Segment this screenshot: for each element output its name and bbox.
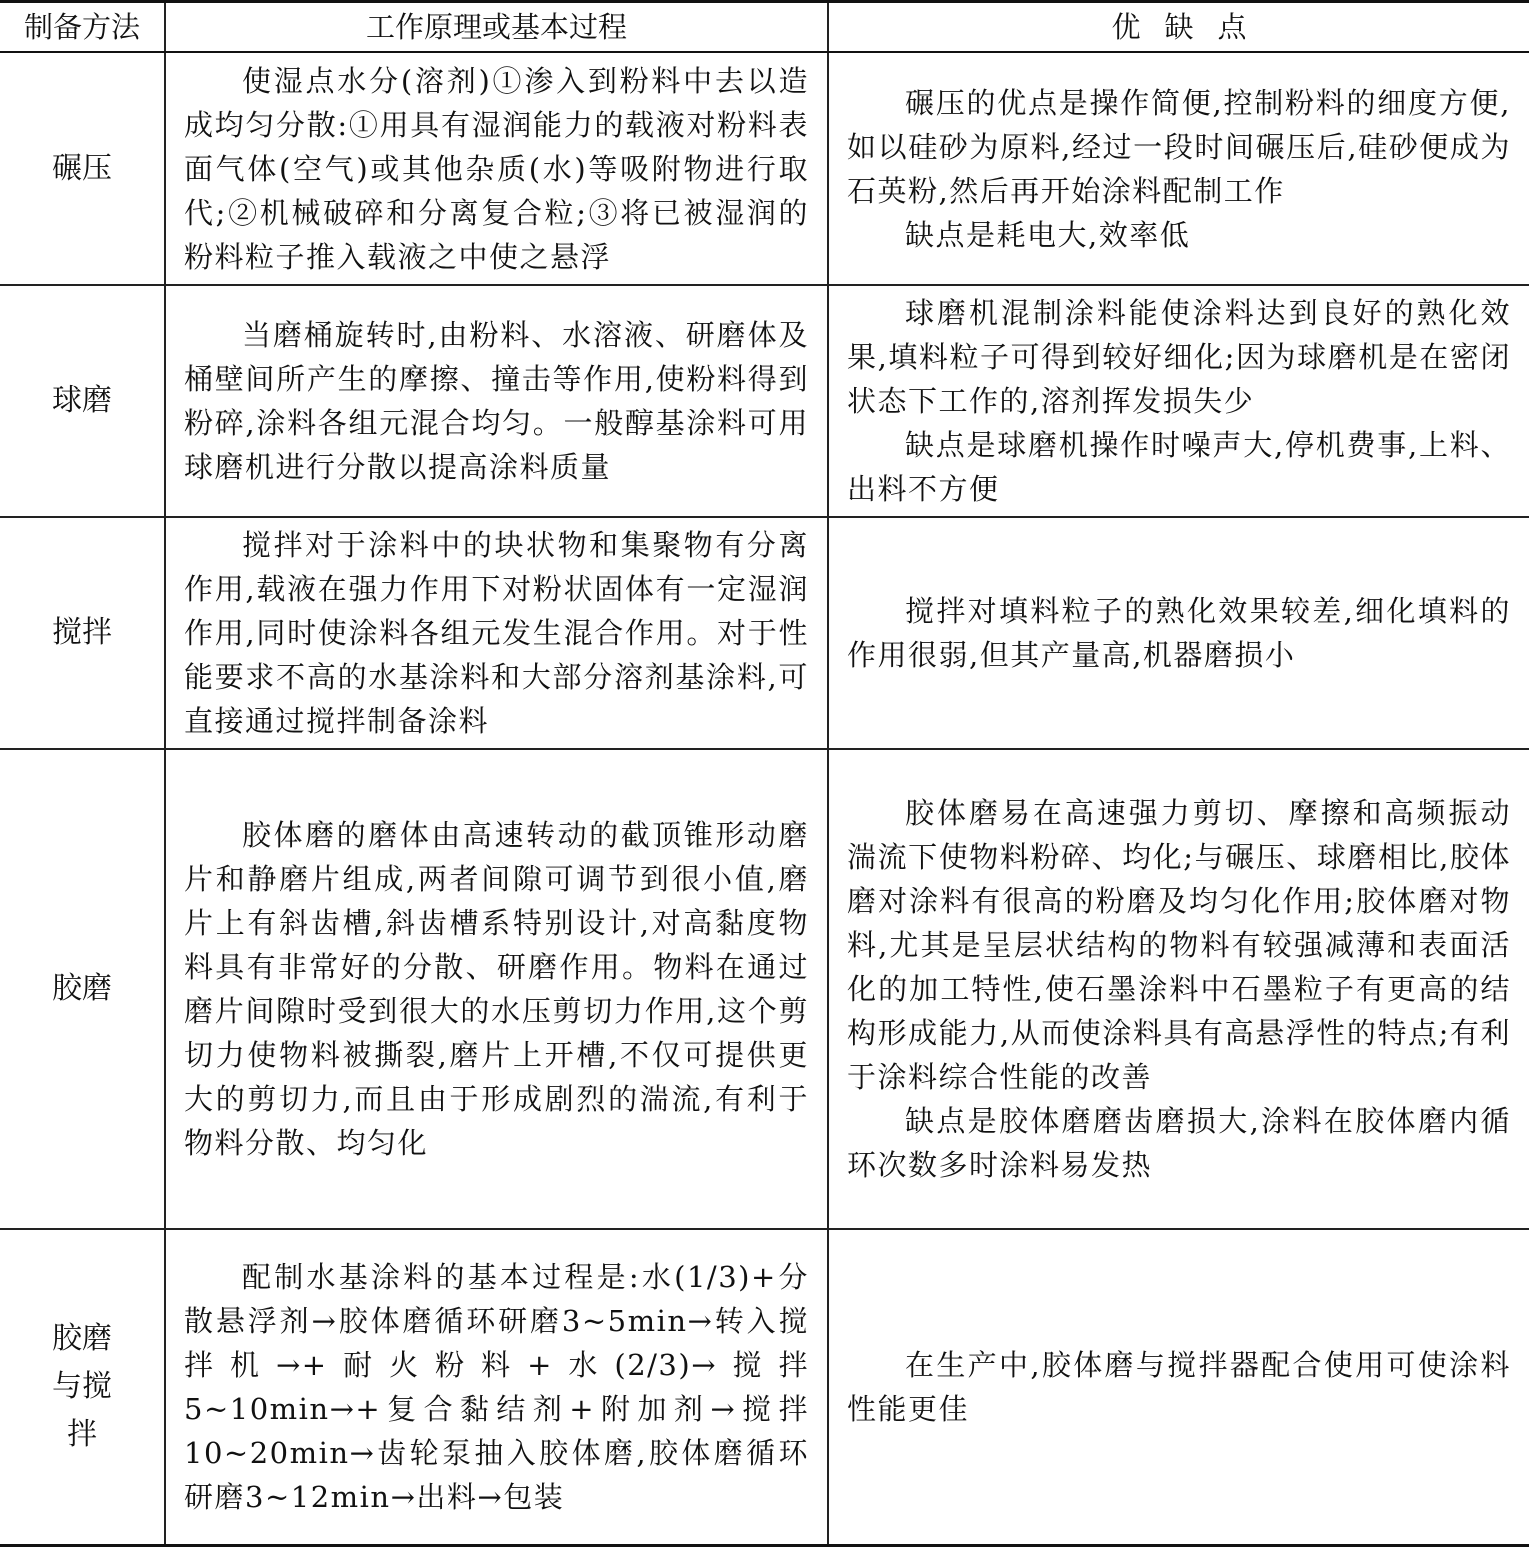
pros-cons-paragraph: 缺点是耗电大,效率低: [905, 217, 1191, 252]
pros-cons-paragraph: 缺点是球磨机操作时噪声大,停机费事,上料、出料不方便: [847, 428, 1511, 506]
header-row: [0, 2, 1529, 53]
header-principle: 工作原理或基本过程: [165, 2, 828, 53]
principle-cell: [165, 517, 828, 749]
method-cell: 球磨: [0, 285, 165, 517]
pros-cons-cell: [828, 517, 1529, 749]
header-pros-cons: 优缺点: [828, 2, 1529, 53]
principle-paragraph: 使湿点水分(溶剂)①渗入到粉料中去以造成均匀分散:①用具有湿润能力的载液对粉料表面气体(空气)或其他杂质(水)等吸附物进行取代;②机械破碎和分离复合粒;③将已被湿润的粉料粒子推入载液之中使之悬浮: [184, 63, 809, 274]
pros-cons-cell: [828, 52, 1529, 285]
principle-cell: [165, 749, 828, 1229]
principle-paragraph: 当磨桶旋转时,由粉料、水溶液、研磨体及桶壁间所产生的摩擦、撞击等作用,使粉料得到粉碎,涂料各组元混合均匀。一般醇基涂料可用球磨机进行分散以提高涂料质量: [184, 318, 809, 484]
principle-cell: [165, 285, 828, 517]
header-method: 制备方法: [0, 2, 165, 53]
principle-cell: [165, 1229, 828, 1545]
method-label: 胶磨与搅拌: [52, 1320, 112, 1452]
table-row: [0, 749, 1529, 1229]
method-cell: [0, 1229, 165, 1545]
principle-paragraph: 配制水基涂料的基本过程是:水(1/3)+分散悬浮剂→胶体磨循环研磨3~5min→转入搅拌机→+耐火粉料+水(2/3)→搅拌5~10min→+复合黏结剂+附加剂→搅拌10~20min→齿轮泵抽入胶体磨,胶体磨循环研磨3~12min→出料→包装: [184, 1259, 809, 1514]
principle-cell: [165, 52, 828, 285]
table-row: [0, 517, 1529, 749]
pros-cons-cell: [828, 1229, 1529, 1545]
principle-paragraph: 胶体磨的磨体由高速转动的截顶锥形动磨片和静磨片组成,两者间隙可调节到很小值,磨片上有斜齿槽,斜齿槽系特别设计,对高黏度物料具有非常好的分散、研磨作用。物料在通过磨片间隙时受到很大的水压剪切力作用,这个剪切力使物料被撕裂,磨片上开槽,不仅可提供更大的剪切力,而且由于形成剧烈的湍流,有利于物料分散、均匀化: [184, 818, 809, 1160]
principle-paragraph: 搅拌对于涂料中的块状物和集聚物有分离作用,载液在强力作用下对粉状固体有一定湿润作用,同时使涂料各组元发生混合作用。对于性能要求不高的水基涂料和大部分溶剂基涂料,可直接通过搅拌制备涂料: [184, 528, 809, 738]
pros-cons-paragraph: 搅拌对填料粒子的熟化效果较差,细化填料的作用很弱,但其产量高,机器磨损小: [847, 594, 1511, 672]
method-cell: 搅拌: [0, 517, 165, 749]
method-cell: 碾压: [0, 52, 165, 285]
pros-cons-paragraph: 碾压的优点是操作简便,控制粉料的细度方便,如以硅砂为原料,经过一段时间碾压后,硅砂便成为石英粉,然后再开始涂料配制工作: [847, 85, 1511, 208]
table-row: [0, 285, 1529, 517]
method-cell: 胶磨: [0, 749, 165, 1229]
pros-cons-paragraph: 球磨机混制涂料能使涂料达到良好的熟化效果,填料粒子可得到较好细化;因为球磨机是在密闭状态下工作的,溶剂挥发损失少: [847, 296, 1511, 418]
pros-cons-paragraph: 胶体磨易在高速强力剪切、摩擦和高频振动湍流下使物料粉碎、均化;与碾压、球磨相比,胶体磨对涂料有很高的粉磨及均匀化作用;胶体磨对物料,尤其是呈层状结构的物料有较强减薄和表面活化的加工特性,使石墨涂料中石墨粒子有更高的结构形成能力,从而使涂料具有高悬浮性的特点;有利于涂料综合性能的改善: [847, 796, 1511, 1094]
pros-cons-paragraph: 在生产中,胶体磨与搅拌器配合使用可使涂料性能更佳: [847, 1347, 1511, 1426]
pros-cons-cell: [828, 285, 1529, 517]
table-row: [0, 1229, 1529, 1545]
table-row: [0, 52, 1529, 285]
pros-cons-cell: [828, 749, 1529, 1229]
pros-cons-paragraph: 缺点是胶体磨磨齿磨损大,涂料在胶体磨内循环次数多时涂料易发热: [847, 1104, 1511, 1182]
